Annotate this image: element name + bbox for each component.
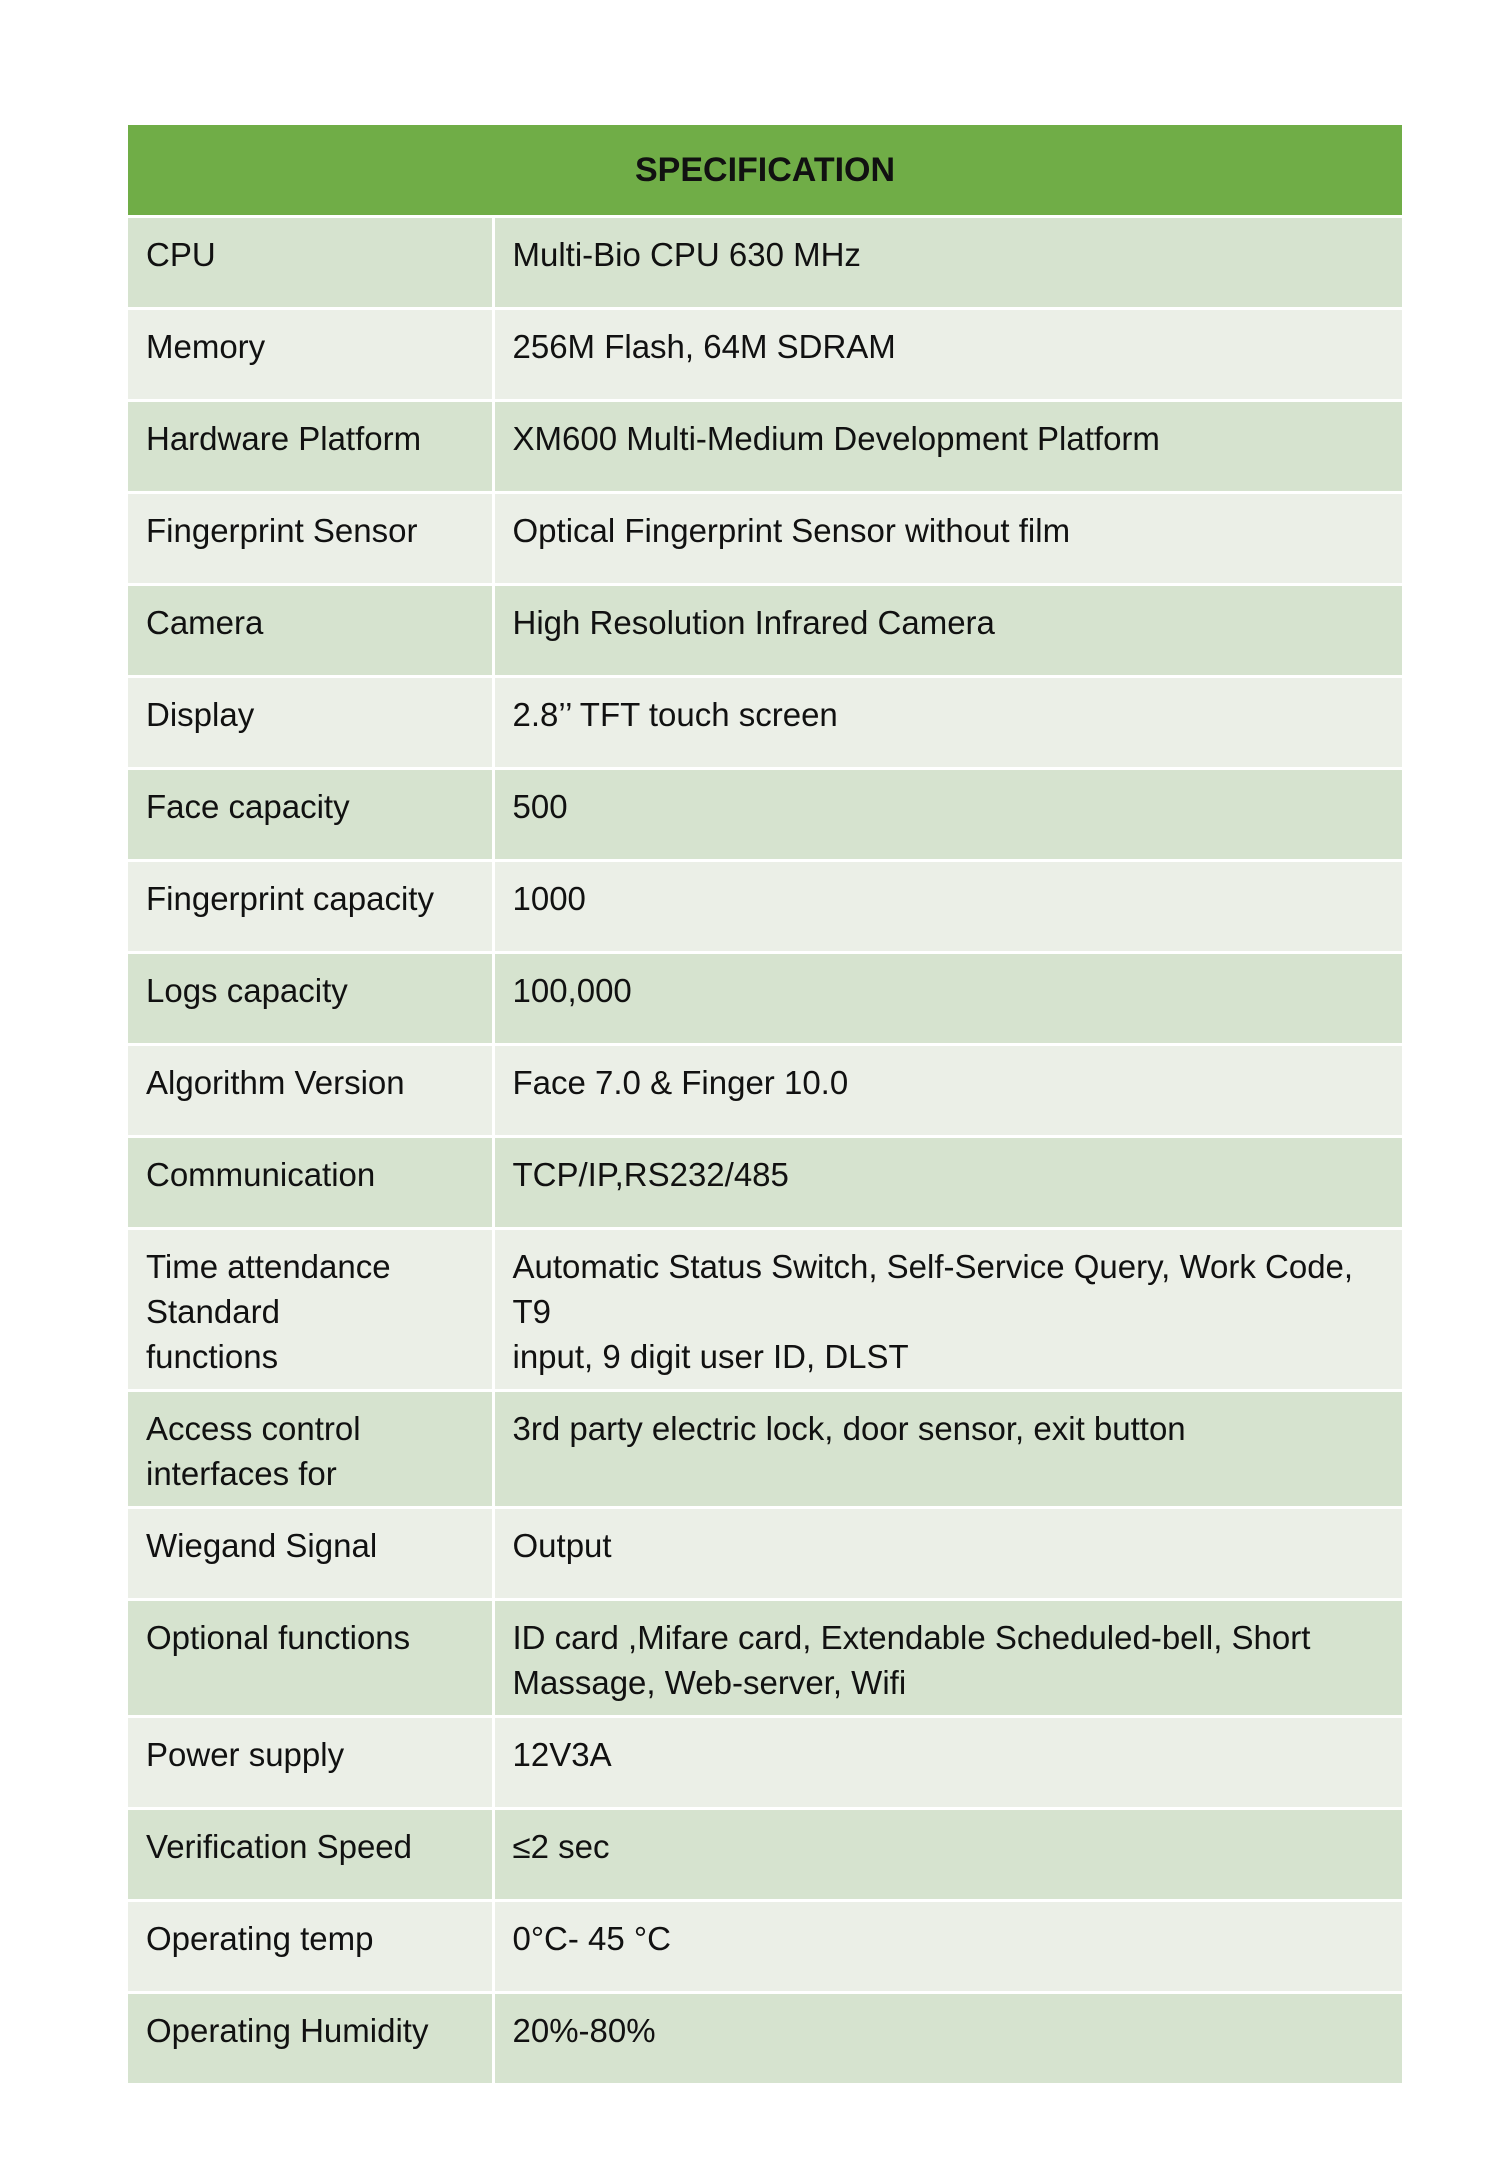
spec-value: [493, 309, 1402, 401]
table-row: [128, 1901, 1402, 1993]
spec-value-text: Face 7.0 & Finger 10.0: [512, 1064, 849, 1101]
spec-value: [493, 769, 1402, 861]
spec-label-text: Camera: [146, 604, 264, 641]
spec-label: [128, 1137, 493, 1229]
spec-label: [128, 769, 493, 861]
table-row: [128, 217, 1402, 309]
spec-value-text: 1000: [512, 880, 586, 917]
spec-value-text: 0°C- 45 °C: [512, 1920, 671, 1957]
table-row: [128, 493, 1402, 585]
spec-label-text: Logs capacity: [146, 972, 348, 1009]
spec-label: [128, 1508, 493, 1600]
table-row: [128, 1137, 1402, 1229]
spec-value: [493, 1993, 1402, 2085]
spec-label: [128, 1391, 493, 1508]
table-row: [128, 309, 1402, 401]
spec-value: [493, 401, 1402, 493]
spec-value-text: 20%-80%: [512, 2012, 656, 2049]
spec-value-text: 2.8’’ TFT touch screen: [512, 696, 838, 733]
spec-label-text: Operating temp: [146, 1920, 374, 1957]
spec-value-text: XM600 Multi-Medium Development Platform: [512, 420, 1160, 457]
spec-value: [493, 1229, 1402, 1391]
spec-value-text: High Resolution Infrared Camera: [512, 604, 995, 641]
table-row: [128, 401, 1402, 493]
spec-label: [128, 1809, 493, 1901]
spec-value: [493, 1045, 1402, 1137]
spec-value-text: ID card ,Mifare card, Extendable Scheduled-bell, Short Massage, Web-server, Wifi: [512, 1619, 1311, 1701]
spec-value: [493, 217, 1402, 309]
table-header-row: [128, 125, 1402, 217]
spec-label-text: Power supply: [146, 1736, 345, 1773]
spec-value-text: ≤2 sec: [512, 1828, 610, 1865]
table-row: [128, 1809, 1402, 1901]
table-row: [128, 1508, 1402, 1600]
spec-label-text: Operating Humidity: [146, 2012, 429, 2049]
spec-label-text: Access control interfaces for: [146, 1410, 361, 1492]
spec-value: [493, 493, 1402, 585]
spec-value: [493, 1508, 1402, 1600]
spec-label: [128, 1901, 493, 1993]
spec-label-text: Verification Speed: [146, 1828, 413, 1865]
spec-label-text: Fingerprint capacity: [146, 880, 434, 917]
table-row: [128, 1229, 1402, 1391]
spec-value: [493, 585, 1402, 677]
table-row: [128, 677, 1402, 769]
spec-label: [128, 309, 493, 401]
spec-label-text: Memory: [146, 328, 266, 365]
spec-value-text: Optical Fingerprint Sensor without film: [512, 512, 1071, 549]
table-title: SPECIFICATION: [128, 125, 1402, 217]
table-row: [128, 861, 1402, 953]
spec-value: [493, 1717, 1402, 1809]
spec-value-text: 500: [512, 788, 568, 825]
table-row: [128, 1600, 1402, 1717]
spec-label: [128, 585, 493, 677]
spec-label: [128, 217, 493, 309]
spec-label-text: CPU: [146, 236, 216, 273]
spec-label: [128, 401, 493, 493]
spec-label: [128, 1600, 493, 1717]
spec-value: [493, 1809, 1402, 1901]
spec-value: [493, 1391, 1402, 1508]
spec-value-text: Output: [512, 1527, 612, 1564]
spec-value: [493, 1600, 1402, 1717]
spec-label-text: Display: [146, 696, 255, 733]
spec-label-text: Face capacity: [146, 788, 350, 825]
spec-label: [128, 1717, 493, 1809]
spec-value: [493, 953, 1402, 1045]
table-row: [128, 1717, 1402, 1809]
spec-label-text: Optional functions: [146, 1619, 411, 1656]
spec-label-text: Wiegand Signal: [146, 1527, 378, 1564]
table-row: [128, 585, 1402, 677]
table-row: [128, 1045, 1402, 1137]
table-row: [128, 1391, 1402, 1508]
spec-label: [128, 1993, 493, 2085]
spec-value: [493, 861, 1402, 953]
spec-label-text: Algorithm Version: [146, 1064, 405, 1101]
table-row: [128, 1993, 1402, 2085]
spec-label: [128, 861, 493, 953]
spec-label: [128, 953, 493, 1045]
spec-label: [128, 1229, 493, 1391]
spec-value: [493, 1901, 1402, 1993]
table-row: [128, 769, 1402, 861]
spec-value-text: TCP/IP,RS232/485: [512, 1156, 789, 1193]
spec-label: [128, 493, 493, 585]
specification-table: [128, 125, 1402, 2086]
spec-value: [493, 677, 1402, 769]
spec-label-text: Fingerprint Sensor: [146, 512, 418, 549]
spec-label-text: Time attendance Standard functions: [146, 1248, 391, 1375]
spec-label: [128, 1045, 493, 1137]
spec-value-text: Automatic Status Switch, Self-Service Query, Work Code, T9 input, 9 digit user ID, DLST: [512, 1248, 1354, 1375]
spec-label-text: Hardware Platform: [146, 420, 422, 457]
spec-value-text: 12V3A: [512, 1736, 612, 1773]
spec-value-text: 100,000: [512, 972, 632, 1009]
table-row: [128, 953, 1402, 1045]
spec-value: [493, 1137, 1402, 1229]
spec-label: [128, 677, 493, 769]
spec-value-text: 3rd party electric lock, door sensor, exit button: [512, 1410, 1186, 1447]
spec-value-text: 256M Flash, 64M SDRAM: [512, 328, 896, 365]
spec-label-text: Communication: [146, 1156, 376, 1193]
spec-value-text: Multi-Bio CPU 630 MHz: [512, 236, 861, 273]
